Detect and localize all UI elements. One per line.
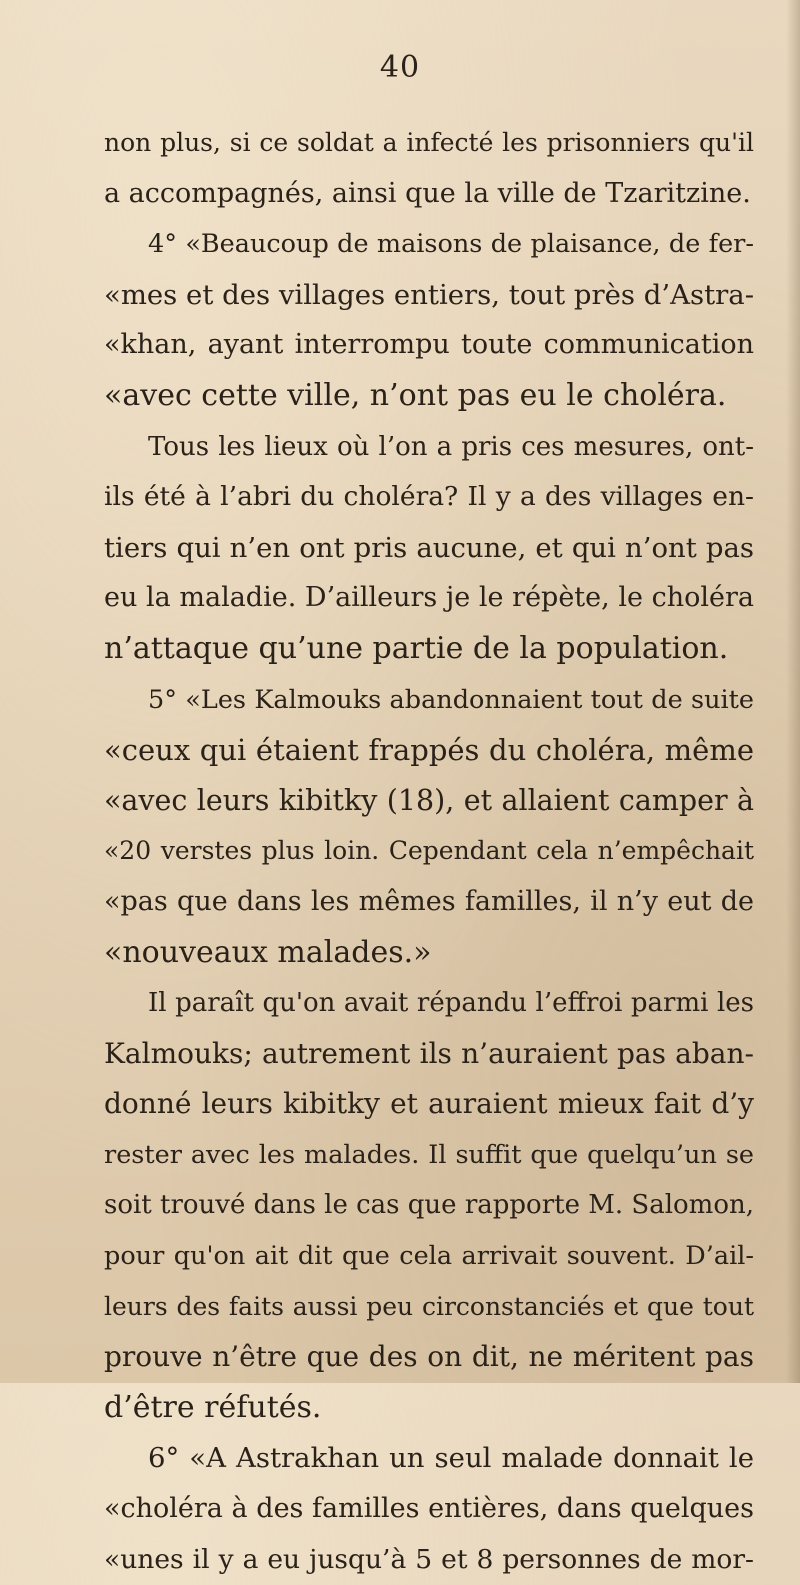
text-line: ils été à l’abri du choléra? Il y a des villages en- bbox=[104, 481, 754, 513]
text-line: donné leurs kibitky et auraient mieux fait d’y bbox=[104, 1087, 754, 1121]
text-line: «nouveaux malades.» bbox=[104, 934, 432, 970]
text-line: soit trouvé dans le cas que rapporte M. Salomon, bbox=[104, 1190, 754, 1221]
text-line: rester avec les malades. Il suffit que quelqu’un se bbox=[104, 1139, 754, 1170]
text-line: 4° «Beaucoup de maisons de plaisance, de fer- bbox=[148, 229, 754, 260]
text-line: Tous les lieux où l’on a pris ces mesures, ont- bbox=[148, 431, 754, 462]
text-line: n’attaque qu’une partie de la population. bbox=[104, 630, 729, 666]
text-line: «choléra à des familles entières, dans quelques bbox=[104, 1493, 754, 1525]
text-line: «unes il y a eu jusqu’à 5 et 8 personnes de mor- bbox=[104, 1543, 754, 1575]
text-line: non plus, si ce soldat a infecté les prisonniers qu'il bbox=[104, 128, 754, 157]
text-line: a accompagnés, ainsi que la ville de Tzaritzine. bbox=[104, 177, 751, 209]
text-line: «pas que dans les mêmes familles, il n’y eut de bbox=[104, 885, 754, 917]
text-line: prouve n’être que des on dit, ne méritent pas bbox=[104, 1340, 754, 1374]
text-line: 5° «Les Kalmouks abandonnaient tout de suite bbox=[148, 684, 754, 715]
text-line: 6° «A Astrakhan un seul malade donnait le bbox=[148, 1442, 754, 1475]
text-line: «mes et des villages entiers, tout près d’Astra- bbox=[104, 278, 754, 311]
body-text bbox=[104, 118, 754, 1585]
text-line: tiers qui n’en ont pris aucune, et qui n’ont pas bbox=[104, 531, 754, 564]
text-line: «ceux qui étaient frappés du choléra, même bbox=[104, 733, 754, 768]
text-line: pour qu'on ait dit que cela arrivait souvent. D’ail- bbox=[104, 1241, 754, 1272]
text-line: eu la maladie. D’ailleurs je le répète, le choléra bbox=[104, 582, 754, 614]
text-line: «avec cette ville, n’ont pas eu le choléra. bbox=[104, 377, 727, 413]
text-line: Il paraît qu'on avait répandu l’effroi parmi les bbox=[148, 988, 754, 1019]
page-edge-shadow bbox=[786, 0, 800, 1383]
text-line: leurs des faits aussi peu circonstanciés et que tout bbox=[104, 1291, 754, 1321]
page-number: 40 bbox=[379, 50, 421, 85]
text-line: d’être réfutés. bbox=[104, 1389, 322, 1425]
text-line: «avec leurs kibitky (18), et allaient camper à bbox=[104, 783, 754, 817]
text-line: «khan, ayant interrompu toute communication bbox=[104, 329, 754, 361]
text-line: Kalmouks; autrement ils n’auraient pas aban- bbox=[104, 1036, 754, 1070]
text-line: «20 verstes plus loin. Cependant cela n’empêchait bbox=[104, 836, 754, 866]
